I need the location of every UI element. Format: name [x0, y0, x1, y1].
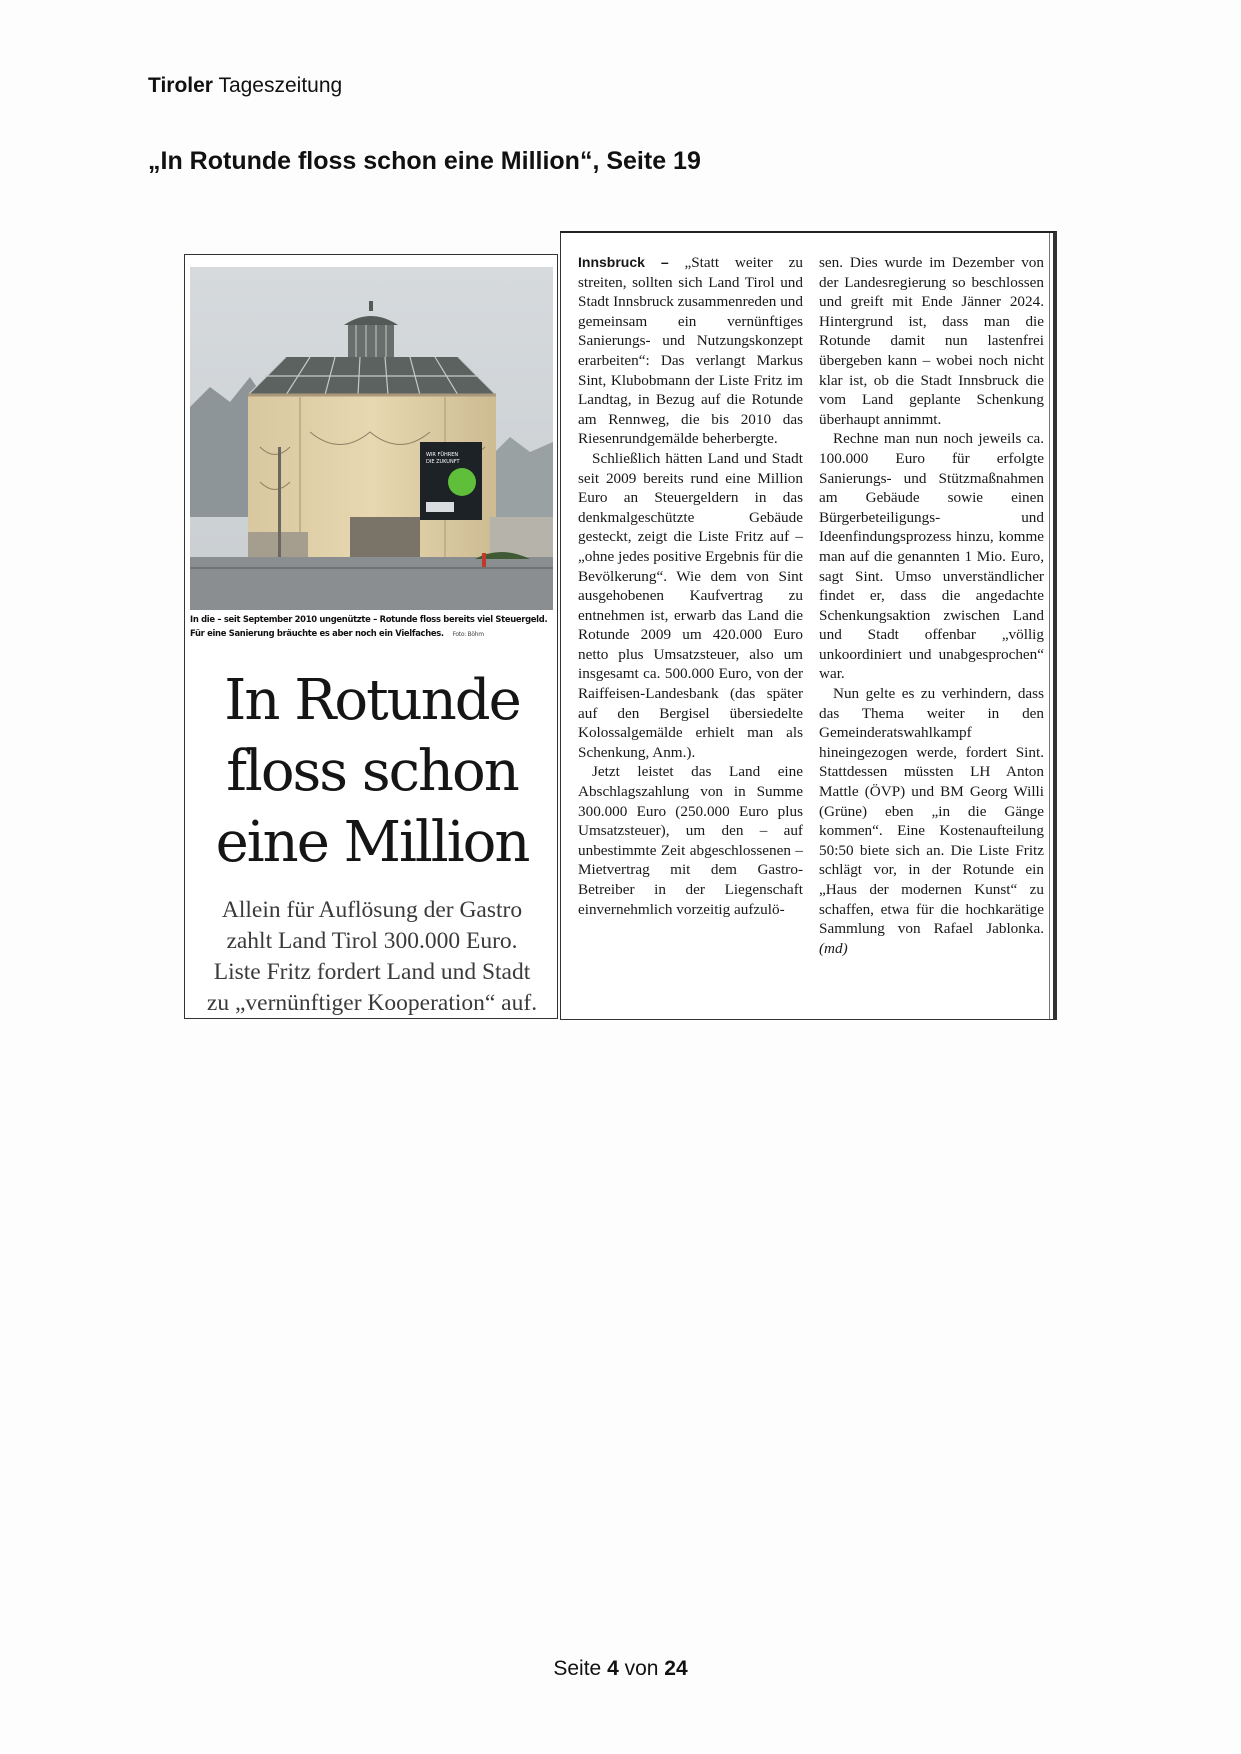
footer-middle: von	[624, 1657, 659, 1680]
banner-text-1: WIR FÜHREN	[426, 452, 459, 458]
clipping-title-line: In Rotunde	[224, 668, 520, 733]
subhead-line: Liste Fritz fordert Land und Stadt	[213, 959, 531, 985]
article-column-1	[578, 253, 803, 919]
clipping-title-line: eine Million	[215, 810, 529, 875]
footer-prefix: Seite	[553, 1657, 602, 1680]
clipping-title	[185, 665, 558, 878]
author-signature: (md)	[819, 939, 848, 957]
banner-text-2: DIE ZUKUNFT	[426, 459, 460, 465]
brand-rest: Tageszeitung	[218, 74, 343, 97]
photo-credit: Foto: Böhm	[452, 631, 484, 638]
subhead-line: zahlt Land Tirol 300.000 Euro.	[226, 928, 518, 954]
clipping-title-line: floss schon	[226, 739, 518, 804]
page-footer	[0, 1657, 1241, 1681]
article-clipping-left	[184, 254, 558, 1019]
paragraph-text: „Statt weiter zu streiten, sollten sich Land Tirol und Stadt Innsbruck zusammenreden und gemeinsam ein vernünftiges Sanierungs- und Nutzungskonzept erarbeiten“: Das verlangt Markus Sint, Klubobmann der Liste Fritz im Landtag, in Bezug auf die Rotunde am Rennweg, die bis 2010 das Riesenrundgemälde beherbergte.	[578, 254, 804, 448]
clipping-subhead	[185, 895, 558, 1019]
article-headline: „In Rotunde floss schon eine Million“, Seite 19	[148, 147, 701, 175]
article-paragraph: sen. Dies wurde im Dezember von der Landesregierung so beschlossen und greift mit Ende Jänner 2024. Hintergrund ist, dass man die Rotunde damit nun lastenfrei übergeben kann – wobei noch nicht klar ist, ob die Stadt Innsbruck die vom Land geplante Schenkung überhaupt annimmt.	[819, 254, 1044, 428]
article-paragraph: Schließlich hätten Land und Stadt seit 2009 bereits rund eine Million Euro an Steuergeldern in das denkmalgeschützte Gebäude gesteckt, zeigt die Liste Fritz auf – „ohne jedes positive Ergebnis für die Bevölkerung“. Wie dem von Sint ausgehobenen Kaufvertrag zu entnehmen ist, erwarb das Land die Rotunde 2009 um 420.000 Euro netto plus Umsatzsteuer, also um insgesamt ca. 500.000 Euro, von der Raiffeisen-Landesbank (das später auf den Bergisel übersiedelte Kolossalgemälde erhielt man als Schenkung, Anm.).	[578, 449, 803, 761]
footer-total-pages: 24	[664, 1657, 688, 1680]
dateline: Innsbruck –	[578, 254, 669, 270]
photo-caption	[190, 612, 554, 642]
subhead-line: Allein für Auflösung der Gastro	[221, 897, 523, 923]
article-column-2	[819, 253, 1044, 958]
brand-bold: Tiroler	[148, 74, 213, 97]
article-paragraph: Rechne man nun noch jeweils ca. 100.000 Euro für erfolgte Sanierungs- und Stützmaßnahmen am Gebäude sowie einen Bürgerbeteiligungs- und Ideenfindungsprozess hinzu, komme man auf die genannten 1 Mio. Euro, sagt Sint. Umso unverständlicher findet er, dass die angedachte Schenkungsaktion zwischen Land und Stadt offenbar „völlig unkoordiniert und unabgesprochen“ war.	[819, 430, 1044, 683]
article-paragraph	[819, 684, 1044, 958]
article-clipping-right	[560, 231, 1057, 1020]
article-paragraph: Jetzt leistet das Land eine Abschlagszahlung von in Summe 300.000 Euro (250.000 Euro plus Umsatzsteuer), um den – auf unbestimmte Zeit abgeschlossenen – Mietvertrag mit dem Gastro-Betreiber in der Liegenschaft einvernehmlich vorzeitig aufzulö-	[578, 763, 803, 918]
footer-current-page: 4	[607, 1657, 619, 1680]
rotunde-photo	[190, 267, 553, 610]
caption-text: In die – seit September 2010 ungenützte – Rotunde floss bereits viel Steuergeld. Für eine Sanierung bräuchte es aber noch ein Vielfaches.	[190, 614, 548, 638]
publication-header	[148, 74, 342, 98]
article-paragraph	[578, 253, 803, 449]
subhead-line: zu „vernünftiger Kooperation“ auf.	[206, 990, 538, 1016]
paragraph-text: Nun gelte es zu verhindern, dass das Thema weiter in den Gemeinderatswahlkampf hineingezogen werde, fordert Sint. Stattdessen müssten LH Anton Mattle (ÖVP) und BM Georg Willi (Grüne) eben „in die Gänge kommen“. Eine Kostenaufteilung 50:50 biete sich an. Die Liste Fritz schlägt vor, in der Rotunde ein „Haus der modernen Kunst“ zu schaffen, etwa für die hochkarätige Sammlung von Rafael Jablonka.	[819, 685, 1044, 938]
